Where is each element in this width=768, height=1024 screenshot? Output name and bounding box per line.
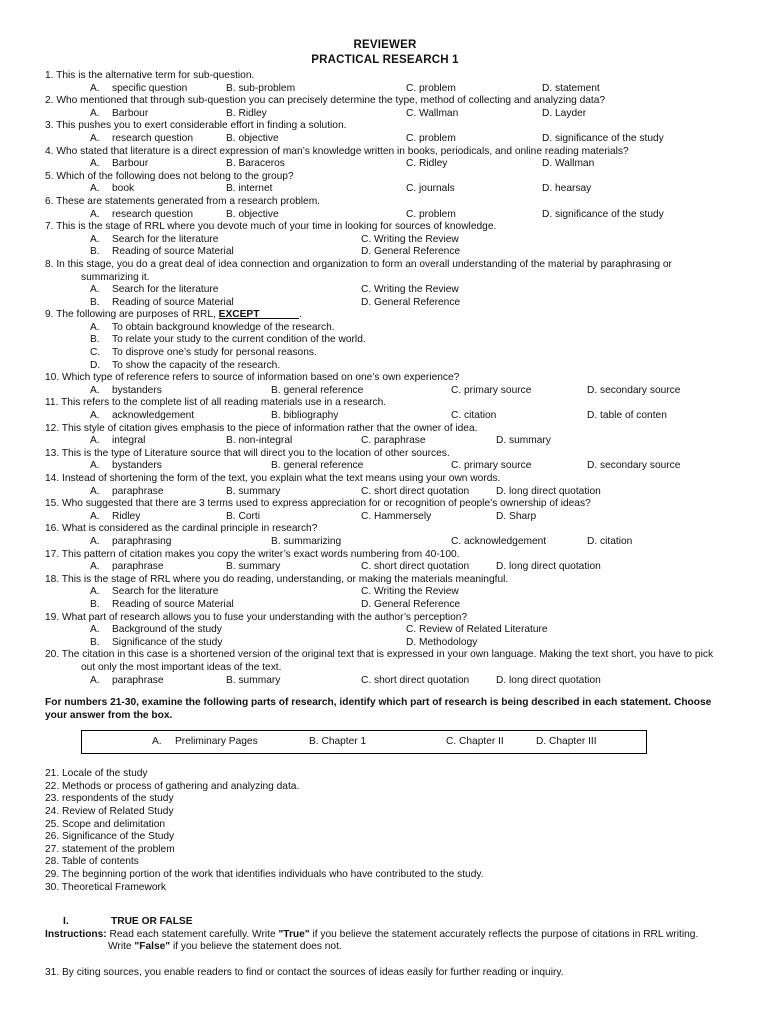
section-title: TRUE OR FALSE: [111, 916, 193, 928]
option-a: paraphrase: [112, 674, 164, 686]
item-26: 26. Significance of the Study: [45, 831, 175, 843]
option-a: Barbour: [112, 107, 149, 119]
option-b: B. objective: [226, 208, 279, 220]
tf-instructions: [45, 929, 725, 954]
option-c: C. short direct quotation: [361, 485, 470, 497]
question-4: 4. Who stated that literature is a direct expression of man’s knowledge written in books, periodicals, and online reading materials?: [45, 145, 629, 157]
option-letter: A.: [90, 460, 100, 472]
option-a: research question: [112, 132, 193, 144]
option-c: C. Writing the Review: [361, 284, 459, 296]
option-letter: A.: [90, 435, 100, 447]
section-instructions-21-30: For numbers 21-30, examine the following parts of research, identify which part of research is being described in each statement. Choose your answer from the box.: [45, 697, 712, 721]
question-10: 10. Which type of reference refers to source of information based on one’s own experience?: [45, 372, 460, 384]
option-d: D. secondary source: [587, 384, 681, 396]
option-letter: A.: [90, 410, 100, 422]
option-b: B. bibliography: [271, 410, 339, 422]
option-letter: A.: [90, 132, 100, 144]
option-letter: A.: [90, 510, 100, 522]
option-b: B. Ridley: [226, 107, 267, 119]
option-a: research question: [112, 208, 193, 220]
option-b: B. sub-problem: [226, 82, 296, 94]
question-6: 6. These are statements generated from a research problem.: [45, 195, 321, 207]
option-c: C. paraphrase: [361, 435, 426, 447]
worksheet-page: [45, 38, 725, 980]
question-17-options: [45, 561, 725, 574]
option-letter: B.: [90, 598, 100, 610]
item-23: 23. respondents of the study: [45, 793, 174, 805]
questions-10-17: [45, 372, 725, 574]
q9-period: .: [299, 309, 302, 321]
option-d: D. Methodology: [406, 636, 478, 648]
question-4-options: [45, 158, 725, 171]
instr-text-4: if you believe the statement does not.: [170, 941, 342, 953]
q9-except: EXCEPT_______: [218, 309, 300, 321]
question-1-options: [45, 83, 725, 96]
question-19: 19. What part of research allows you to fuse your understanding with the author’s perception?: [45, 611, 468, 623]
q7-options-row1: [45, 234, 725, 247]
option-d: D. citation: [587, 535, 633, 547]
item-30: 30. Theoretical Framework: [45, 881, 166, 893]
option-d: D. significance of the study: [542, 132, 664, 144]
instr-text-2: if you believe the statement accurately reflects the purpose of citations in RRL writing.: [309, 928, 699, 940]
document-title: REVIEWER: [353, 39, 417, 51]
option-d: D. long direct quotation: [496, 674, 601, 686]
option-b: B. general reference: [271, 384, 364, 396]
option-d: D. hearsay: [542, 183, 592, 195]
option-b: B. internet: [226, 183, 273, 195]
q8-options-row1: [45, 284, 725, 297]
question-13: 13. This is the type of Literature source that will direct you to the location of other sources.: [45, 447, 450, 459]
option-a: paraphrase: [112, 485, 164, 497]
option-c: C. citation: [451, 410, 497, 422]
items-21-30: [45, 768, 725, 894]
question-16-options: [45, 536, 725, 549]
option-text: To obtain background knowledge of the research.: [112, 321, 335, 333]
instr-true: "True": [278, 928, 310, 940]
option-a: bystanders: [112, 460, 162, 472]
option-d: D. table of conten: [587, 410, 667, 422]
option-d: D. Wallman: [542, 158, 595, 170]
option-letter: A.: [90, 158, 100, 170]
option-d: D. significance of the study: [542, 208, 664, 220]
q9-option-c: [45, 347, 725, 360]
option-a: acknowledgement: [112, 410, 195, 422]
option-c: C. problem: [406, 208, 456, 220]
instr-text-1: Read each statement carefully. Write: [106, 928, 279, 940]
option-b: B. non-integral: [226, 435, 293, 447]
option-b: B. summary: [226, 485, 281, 497]
option-a: specific question: [112, 82, 188, 94]
option-letter: A.: [90, 233, 100, 245]
q8-options-row2: [45, 297, 725, 310]
item-21: 21. Locale of the study: [45, 768, 148, 780]
item-27: 27. statement of the problem: [45, 843, 175, 855]
question-7: 7. This is the stage of RRL where you devote much of your time in looking for sources of knowledge.: [45, 221, 497, 233]
option-a: Ridley: [112, 510, 141, 522]
option-a: Background of the study: [112, 624, 222, 636]
q20-options: [45, 675, 725, 688]
option-d: D. secondary source: [587, 460, 681, 472]
option-letter: A.: [90, 485, 100, 497]
option-c: C. problem: [406, 132, 456, 144]
question-13-options: [45, 460, 725, 473]
option-a: Search for the literature: [112, 233, 219, 245]
q9-options: [45, 322, 725, 372]
question-6-options: [45, 209, 725, 222]
option-letter: D.: [90, 359, 101, 371]
option-d: D. Layder: [542, 107, 587, 119]
item-24: 24. Review of Related Study: [45, 806, 174, 818]
option-b: B. general reference: [271, 460, 364, 472]
question-2: 2. Who mentioned that through sub-question you can precisely determine the type, method of collecting and analyzing data?: [45, 95, 606, 107]
instr-line-2: [45, 941, 725, 954]
option-a: paraphrase: [112, 561, 164, 573]
question-31: 31. By citing sources, you enable readers to find or contact the sources of ideas easily for further reading or inquiry.: [45, 967, 564, 978]
option-c: C. Writing the Review: [361, 586, 459, 598]
option-c: C. Review of Related Literature: [406, 624, 548, 636]
option-letter: B.: [90, 334, 100, 346]
option-a: book: [112, 183, 135, 195]
question-18: 18. This is the stage of RRL where you do reading, understanding, or making the materials meaningful.: [45, 573, 509, 585]
option-c: C. Writing the Review: [361, 233, 459, 245]
option-c: C. Ridley: [406, 158, 448, 170]
option-b: Reading of source Material: [112, 598, 234, 610]
option-c: C. journals: [406, 183, 455, 195]
question-8: 8. In this stage, you do a great deal of idea connection and organization to form an overall understanding of the material by paraphrasing or summarizing it.: [45, 258, 672, 283]
option-c: C. short direct quotation: [361, 561, 470, 573]
q9-option-d: [45, 360, 725, 373]
option-d: D. summary: [496, 435, 551, 447]
option-letter: A.: [90, 183, 100, 195]
instr-text-3: Write: [108, 941, 135, 953]
option-c: C. Hammersely: [361, 510, 432, 522]
option-d: D. statement: [542, 82, 600, 94]
question-14: 14. Instead of shortening the form of the text, you explain what the text means using your own words.: [45, 473, 501, 484]
option-d: D. General Reference: [361, 296, 461, 308]
question-16: 16. What is considered as the cardinal principle in research?: [45, 523, 318, 535]
q9-text: 9. The following are purposes of RRL,: [45, 309, 219, 321]
option-a: Barbour: [112, 158, 149, 170]
item-29: 29. The beginning portion of the work that identifies individuals who have contributed to the study.: [45, 869, 484, 881]
choice-c: C. Chapter II: [446, 736, 504, 748]
option-letter: A.: [90, 321, 100, 333]
answer-choices-box: [81, 730, 647, 754]
option-letter: B.: [90, 296, 100, 308]
question-9: [45, 309, 725, 322]
q18-options-row2: [45, 599, 725, 612]
instr-false: "False": [134, 941, 171, 953]
option-a: Search for the literature: [112, 284, 219, 296]
option-a: bystanders: [112, 384, 162, 396]
option-c: C. problem: [406, 82, 456, 94]
choice-a: Preliminary Pages: [175, 736, 258, 748]
q19-options-row2: [45, 637, 725, 650]
option-letter: A.: [90, 561, 100, 573]
question-10-options: [45, 385, 725, 398]
option-text: To relate your study to the current condition of the world.: [112, 334, 366, 346]
question-3-options: [45, 133, 725, 146]
true-or-false-heading: [45, 916, 725, 929]
item-28: 28. Table of contents: [45, 856, 139, 868]
option-b: B. summary: [226, 561, 281, 573]
option-b: B. objective: [226, 132, 279, 144]
question-15-options: [45, 511, 725, 524]
question-2-options: [45, 108, 725, 121]
question-15: 15. Who suggested that there are 3 terms used to express appreciation for or recognition of people’s ownership of ideas?: [45, 498, 591, 510]
option-b: Reading of source Material: [112, 296, 234, 308]
questions-1-6: [45, 70, 725, 221]
q9-option-a: [45, 322, 725, 335]
question-14-options: [45, 486, 725, 499]
question-5: 5. Which of the following does not belong to the group?: [45, 170, 294, 182]
question-11-options: [45, 410, 725, 423]
option-letter: A.: [90, 82, 100, 94]
option-b: B. Baraceros: [226, 158, 285, 170]
option-c: C. primary source: [451, 460, 532, 472]
option-letter: A.: [90, 208, 100, 220]
instructions-label: Instructions:: [45, 928, 107, 940]
option-c: C. acknowledgement: [451, 535, 547, 547]
option-letter: B.: [90, 636, 100, 648]
option-d: D. long direct quotation: [496, 485, 601, 497]
option-letter: A.: [90, 107, 100, 119]
option-letter: B.: [90, 246, 100, 258]
choice-d: D. Chapter III: [536, 736, 597, 748]
item-22: 22. Methods or process of gathering and analyzing data.: [45, 780, 300, 792]
question-12: 12. This style of citation gives emphasis to the piece of information rather that the owner of idea.: [45, 422, 478, 434]
option-a: integral: [112, 435, 146, 447]
question-11: 11. This refers to the complete list of all reading materials use in a research.: [45, 397, 387, 409]
option-d: D. long direct quotation: [496, 561, 601, 573]
q7-options-row2: [45, 246, 725, 259]
option-text: To show the capacity of the research.: [112, 359, 281, 371]
option-a: Search for the literature: [112, 586, 219, 598]
option-b: B. summary: [226, 674, 281, 686]
option-c: C. Wallman: [406, 107, 459, 119]
option-b: B. summarizing: [271, 535, 342, 547]
option-letter: A.: [90, 674, 100, 686]
question-1: 1. This is the alternative term for sub-question.: [45, 70, 255, 81]
option-letter: A.: [90, 586, 100, 598]
option-letter: A.: [90, 624, 100, 636]
question-20: 20. The citation in this case is a shortened version of the original text that is expressed in your own language. Making the text short, you have to pick out only the most important ideas of the text.: [45, 649, 714, 673]
question-3: 3. This pushes you to exert considerable effort in finding a solution.: [45, 120, 347, 132]
choice-letter: A.: [152, 736, 162, 748]
option-d: D. General Reference: [361, 598, 461, 610]
q18-options-row1: [45, 586, 725, 599]
option-d: D. Sharp: [496, 510, 537, 522]
option-letter: A.: [90, 384, 100, 396]
question-17: 17. This pattern of citation makes you copy the writer’s exact words numbering from 40-100.: [45, 548, 460, 560]
section-number: I.: [63, 916, 69, 928]
q19-options-row1: [45, 624, 725, 637]
option-c: C. short direct quotation: [361, 674, 470, 686]
option-letter: A.: [90, 535, 100, 547]
option-a: paraphrasing: [112, 535, 172, 547]
question-5-options: [45, 183, 725, 196]
item-25: 25. Scope and delimitation: [45, 818, 166, 830]
option-letter: A.: [90, 284, 100, 296]
option-b: Reading of source Material: [112, 246, 234, 258]
option-b: Significance of the study: [112, 636, 223, 648]
document-subtitle: PRACTICAL RESEARCH 1: [311, 54, 459, 66]
choice-b: B. Chapter 1: [309, 736, 367, 748]
option-text: To disprove one’s study for personal reasons.: [112, 347, 317, 359]
option-c: C. primary source: [451, 384, 532, 396]
q9-option-b: [45, 334, 725, 347]
option-d: D. General Reference: [361, 246, 461, 258]
question-12-options: [45, 435, 725, 448]
option-letter: C.: [90, 347, 101, 359]
option-b: B. Corti: [226, 510, 260, 522]
